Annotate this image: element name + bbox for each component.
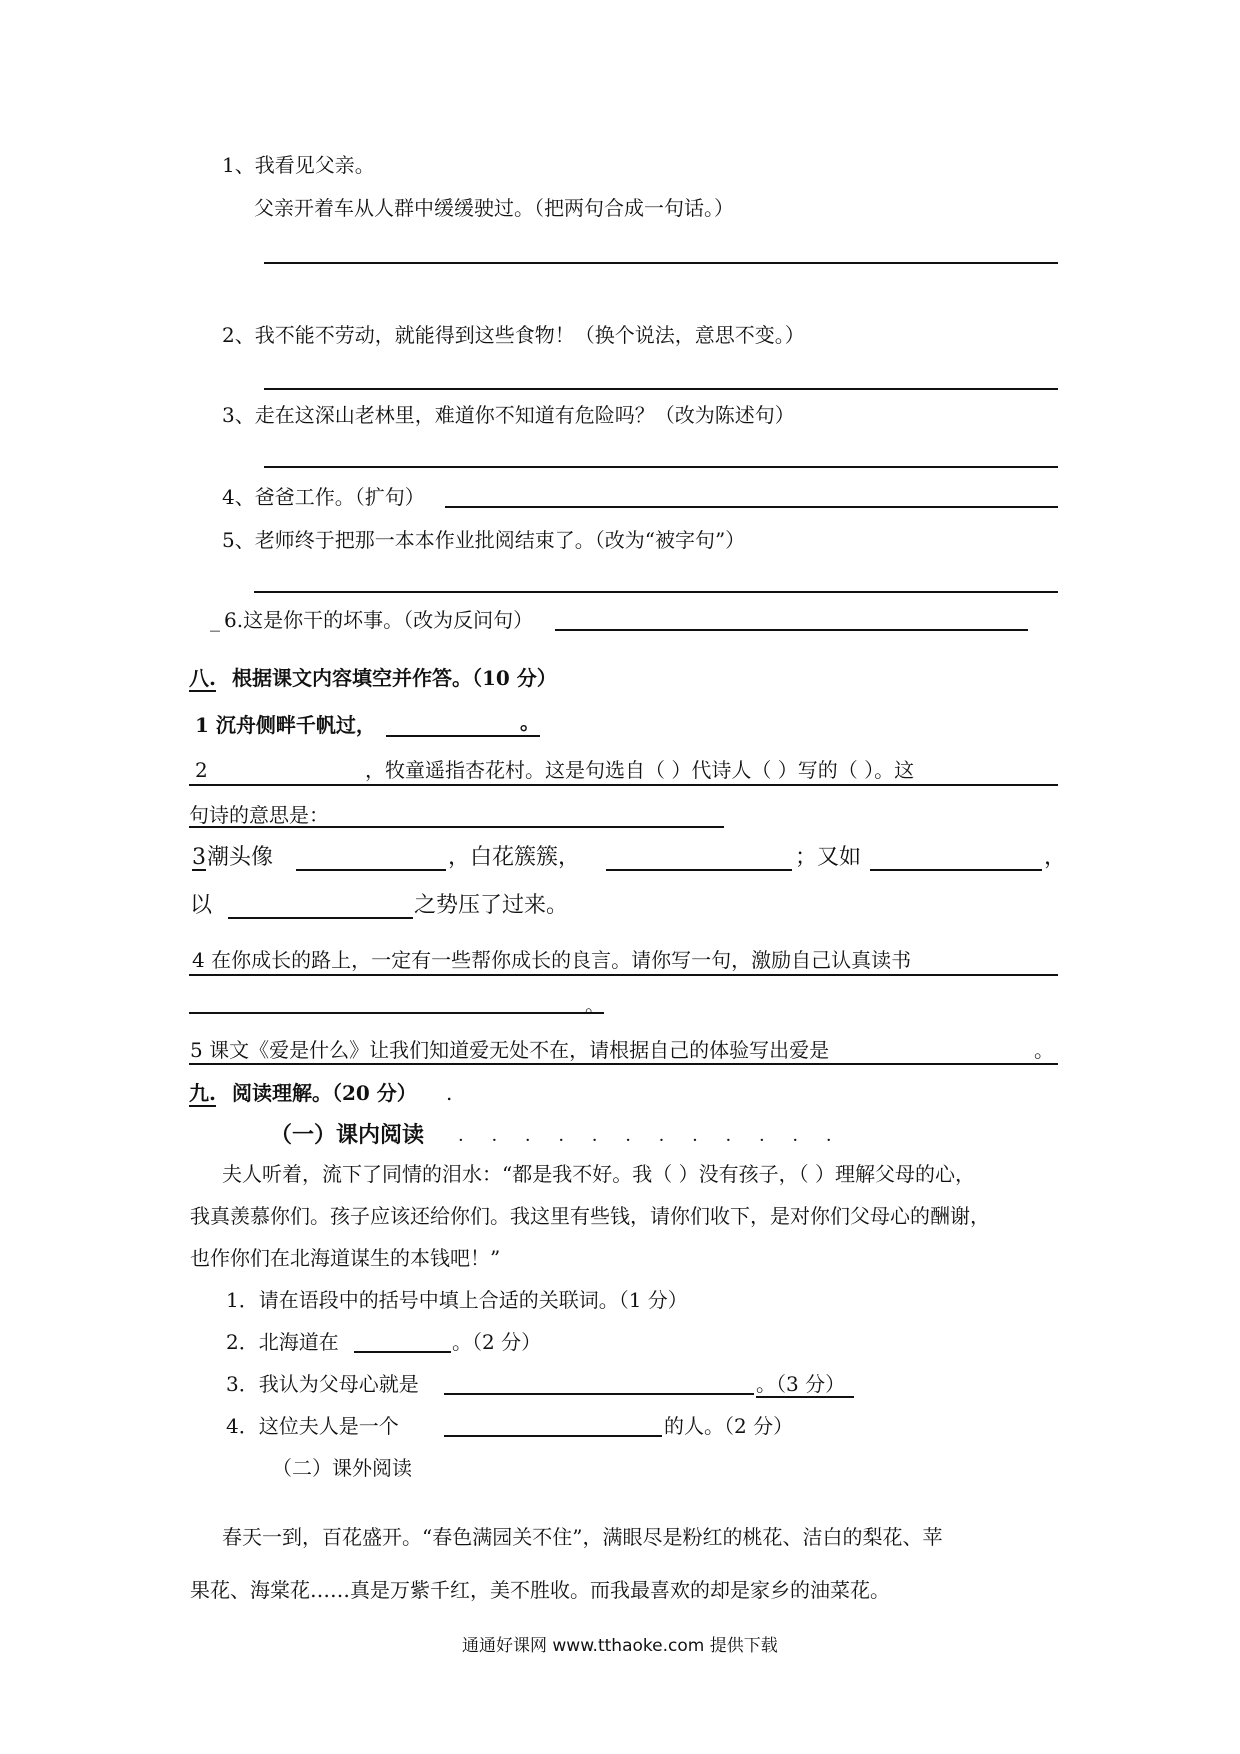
answer-line [386, 735, 540, 737]
q8-item-1: 1 沉舟侧畔千帆过， [195, 713, 376, 737]
section-8-number: 八. [189, 666, 216, 690]
q7-item-5: 5、老师终于把那一本本作业批阅结束了。（改为“被字句”） [222, 528, 746, 552]
section-9-heading-tail: . [446, 1081, 453, 1105]
answer-line [445, 506, 1058, 508]
answer-line [444, 1393, 754, 1395]
q7-item-3: 3、走在这深山老林里，难道你不知道有危险吗？（改为陈述句） [222, 403, 795, 427]
q7-item-4: 4、爸爸工作。（扩句） [222, 485, 425, 509]
q8-item-3-part-a: 潮头像 [207, 845, 274, 870]
answer-line [264, 388, 1058, 390]
footer-credit: 通通好课网 www.tthaoke.com 提供下载 [462, 1636, 778, 1656]
q8-item-2-number: 2 [195, 758, 208, 782]
reading-paragraph-line-2: 我真羡慕你们。孩子应该还给你们。我这里有些钱，请你们收下，是对你们父母心的酬谢， [190, 1204, 990, 1228]
q8-item-4: 4 在你成长的路上，一定有一些帮你成长的良言。请你写一句，激励自己认真读书 [192, 948, 912, 972]
q8-item-5-end: 。 [1034, 1038, 1054, 1062]
answer-line [189, 1063, 1058, 1065]
answer-line [606, 869, 792, 871]
q8-item-3-number: 3 [192, 845, 206, 870]
answer-line [296, 869, 446, 871]
in-class-reading-title: （一）课内阅读 [270, 1122, 425, 1148]
q8-item-2-meaning: 句诗的意思是： [189, 803, 329, 827]
answer-line [756, 1396, 854, 1398]
reading-question-4-end: 的人。（2 分） [664, 1414, 794, 1438]
answer-line [264, 466, 1058, 468]
answer-line [254, 591, 1058, 593]
extracurricular-paragraph-line-2: 果花、海棠花……真是万紫千红，美不胜收。而我最喜欢的却是家乡的油菜花。 [190, 1578, 890, 1602]
q7-item-6-prefix: _ [210, 608, 220, 632]
reading-question-3-end: 。（3 分） [756, 1372, 846, 1396]
reading-paragraph-line-1: 夫人听着，流下了同情的泪水：“都是我不好。我（ ）没有孩子，（ ）理解父母的心， [222, 1162, 975, 1186]
extracurricular-reading-title: （二）课外阅读 [272, 1456, 412, 1480]
q8-item-3-part-f: 之势压了过来。 [414, 893, 569, 918]
section-8-heading: 根据课文内容填空并作答。（10 分） [232, 666, 557, 690]
answer-line [444, 1435, 662, 1437]
answer-line [228, 917, 413, 919]
q8-item-4-end: 。 [585, 993, 605, 1017]
reading-question-2-end: 。（2 分） [452, 1330, 542, 1354]
answer-line [870, 869, 1042, 871]
q8-item-1-end: 。 [520, 710, 540, 734]
answer-line [264, 262, 1058, 264]
q8-item-5: 5 课文《爱是什么》让我们知道爱无处不在，请根据自己的体验写出爱是 [190, 1038, 830, 1062]
q8-item-3-part-e: 以 [190, 893, 213, 918]
answer-line [189, 1012, 604, 1014]
section-9-number: 九. [189, 1081, 216, 1105]
reading-paragraph-line-3: 也作你们在北海道谋生的本钱吧！” [190, 1246, 501, 1270]
reading-question-3: 3．我认为父母心就是 [226, 1372, 419, 1396]
q8-item-3-part-d: ， [1044, 845, 1067, 870]
q7-item-1: 1、我看见父亲。 [222, 153, 375, 177]
q7-item-1-second-sentence: 父亲开着车从人群中缓缓驶过。（把两句合成一句话。） [254, 196, 734, 220]
extracurricular-paragraph-line-1: 春天一到，百花盛开。“春色满园关不住”，满眼尽是粉红的桃花、洁白的梨花、苹 [222, 1525, 943, 1549]
answer-line [354, 1351, 451, 1353]
q8-item-3-part-c: ；又如 [795, 845, 862, 870]
answer-line [189, 784, 1058, 786]
reading-question-4: 4．这位夫人是一个 [226, 1414, 399, 1438]
reading-question-2: 2．北海道在 [226, 1330, 339, 1354]
answer-line [189, 974, 1058, 976]
answer-line [555, 629, 1028, 631]
section-9-heading: 阅读理解。（20 分） [232, 1081, 417, 1105]
q8-item-3-part-b: ，白花簇簇， [448, 845, 581, 870]
reading-question-1: 1．请在语段中的括号中填上合适的关联词。（1 分） [226, 1288, 688, 1312]
emphasis-dots: · · · · · · · · · · · · [458, 1130, 843, 1151]
answer-line [189, 826, 724, 828]
q8-item-2: ，牧童遥指杏花村。这是句选自（ ）代诗人（ ）写的（ ）。这 [365, 758, 915, 782]
q7-item-2: 2、我不能不劳动，就能得到这些食物！（换个说法，意思不变。） [222, 323, 805, 347]
q7-item-6: 6.这是你干的坏事。（改为反问句） [224, 608, 534, 632]
